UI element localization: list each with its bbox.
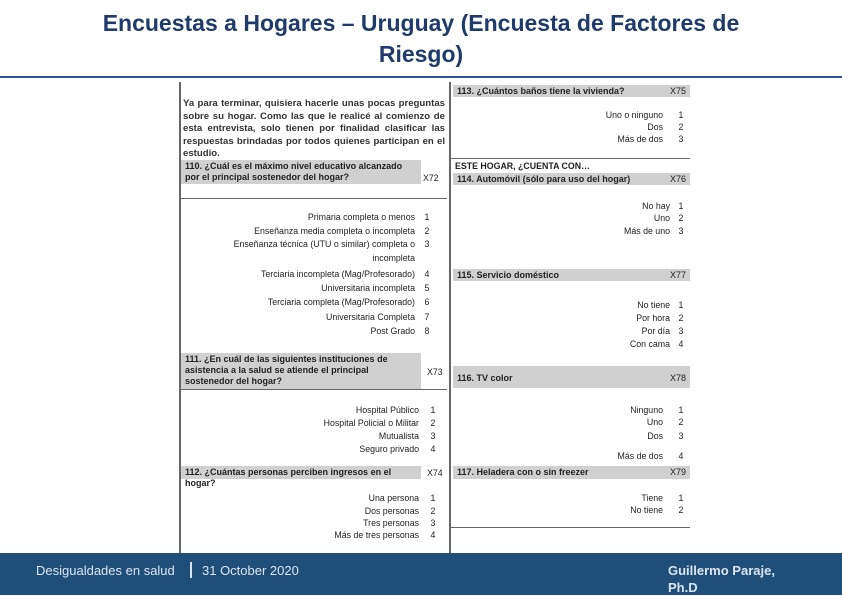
- q115-title: 115. Servicio doméstico: [457, 270, 560, 280]
- q114-title: 114. Automóvil (sólo para uso del hogar): [457, 174, 631, 184]
- q110-rule: [181, 198, 447, 199]
- title-line-1: Encuestas a Hogares – Uruguay (Encuesta de Factores de: [102, 10, 740, 36]
- q112-code: X74: [427, 468, 443, 478]
- q112-header: [181, 466, 421, 488]
- questionnaire-image: Ya para terminar, quisiera hacerle unas pocas preguntas sobre su hogar. Como las que le realicé al comienzo de esta entrevista, solo tienen por finalidad clasificar las respuestas brindadas por todos quienes participan en el estudio. 110. ¿Cuál es el máximo nivel educativo alcanzado por el principal sostenedor del hogar? X72 Primaria completa o menos 1 Enseñanza media completa o incompleta 2 Enseñanza técnica (UTU o similar) completa o 3 incompleta Terciaria incompleta (Mag/Profesorado) 4 Universitaria incompleta 5 Terciaria completa (Mag/Profesorado) 6 Universitaria Completa 7 Post Grado 8 111. ¿En cuál de las siguientes instituciones de asistencia a la salud se atiende el principal sostenedor del hogar? X73 Hospital Público 1 Hospital Policial o Militar 2 Mutualista 3 Seguro privado 4 112. ¿Cuántas personas perciben ingresos en el hogar? X74 Una persona 1 Dos personas 2 Tres personas 3 Más de tres personas 4 113. ¿Cuántos baños tiene la vivienda? X75 Uno o ninguno 1 Dos 2 Más de dos 3 ESTE HOGAR, ¿CUENTA CON… 114. Automóvil (sólo para uso del hogar) X76 No hay 1 Uno 2 Más de uno 3 115. Servicio doméstico X77 No tiene 1 Por hora 2 Por día 3 Con cama 4 116. TV color X78 Ninguno 1 Uno 2 Dos 3 Más de dos 4 117. Heladera con o sin freezer X79 Tiene 1 No tiene 2: [179, 82, 690, 553]
- q111-code: X73: [427, 367, 443, 377]
- q117-code: X79: [669, 467, 686, 477]
- q112-title: 112. ¿Cuántas personas perciben ingresos en el hogar?: [185, 467, 392, 488]
- q113-header: [453, 85, 690, 97]
- q113-rule: [451, 158, 690, 159]
- q113-title: 113. ¿Cuántos baños tiene la vivienda?: [457, 86, 625, 96]
- column-divider-middle: [449, 82, 451, 553]
- q115-code: X77: [669, 270, 686, 280]
- title-divider: [0, 76, 842, 78]
- q116-title: 116. TV color: [457, 373, 513, 383]
- q114-header: [453, 173, 690, 185]
- column-divider-left: [179, 82, 181, 553]
- footer-date: 31 October 2020: [202, 563, 299, 578]
- q111-rule: [181, 389, 447, 390]
- q111-header: [181, 353, 421, 389]
- q110-header: [181, 160, 421, 184]
- q110-code: X72: [423, 173, 439, 183]
- author-line-1: Guillermo Paraje,: [668, 563, 775, 578]
- footer-bar: [0, 553, 842, 595]
- intro-text: Ya para terminar, quisiera hacerle unas pocas preguntas sobre su hogar. Como las que le realicé al comienzo de esta entrevista, solo tienen por finalidad clasificar las respuestas brindadas por todos quienes participan en el estudio.: [183, 98, 445, 159]
- q116-header: [453, 366, 690, 388]
- author-line-2: Ph.D: [668, 580, 698, 595]
- q117-header: [453, 466, 690, 479]
- q111-title: 111. ¿En cuál de las siguientes instituciones de asistencia a la salud se atiende el principal sostenedor del hogar?: [185, 354, 388, 386]
- q116-code: X78: [669, 373, 686, 383]
- page-title: [0, 8, 842, 70]
- q117-title: 117. Heladera con o sin freezer: [457, 467, 589, 477]
- title-line-2: Riesgo): [378, 41, 464, 67]
- q110-title: 110. ¿Cuál es el máximo nivel educativo alcanzado por el principal sostenedor del hogar?: [185, 161, 403, 182]
- footer-course: Desigualdades en salud: [36, 563, 175, 578]
- footer-separator: [190, 562, 192, 578]
- footer-author: [668, 562, 808, 596]
- q113-code: X75: [669, 86, 686, 96]
- q114-code: X76: [669, 174, 686, 184]
- q113-option: Más de dos 3: [617, 134, 684, 142]
- q117-rule: [451, 527, 690, 528]
- q115-header: [453, 269, 690, 281]
- este-hogar-label: ESTE HOGAR, ¿CUENTA CON…: [455, 161, 590, 171]
